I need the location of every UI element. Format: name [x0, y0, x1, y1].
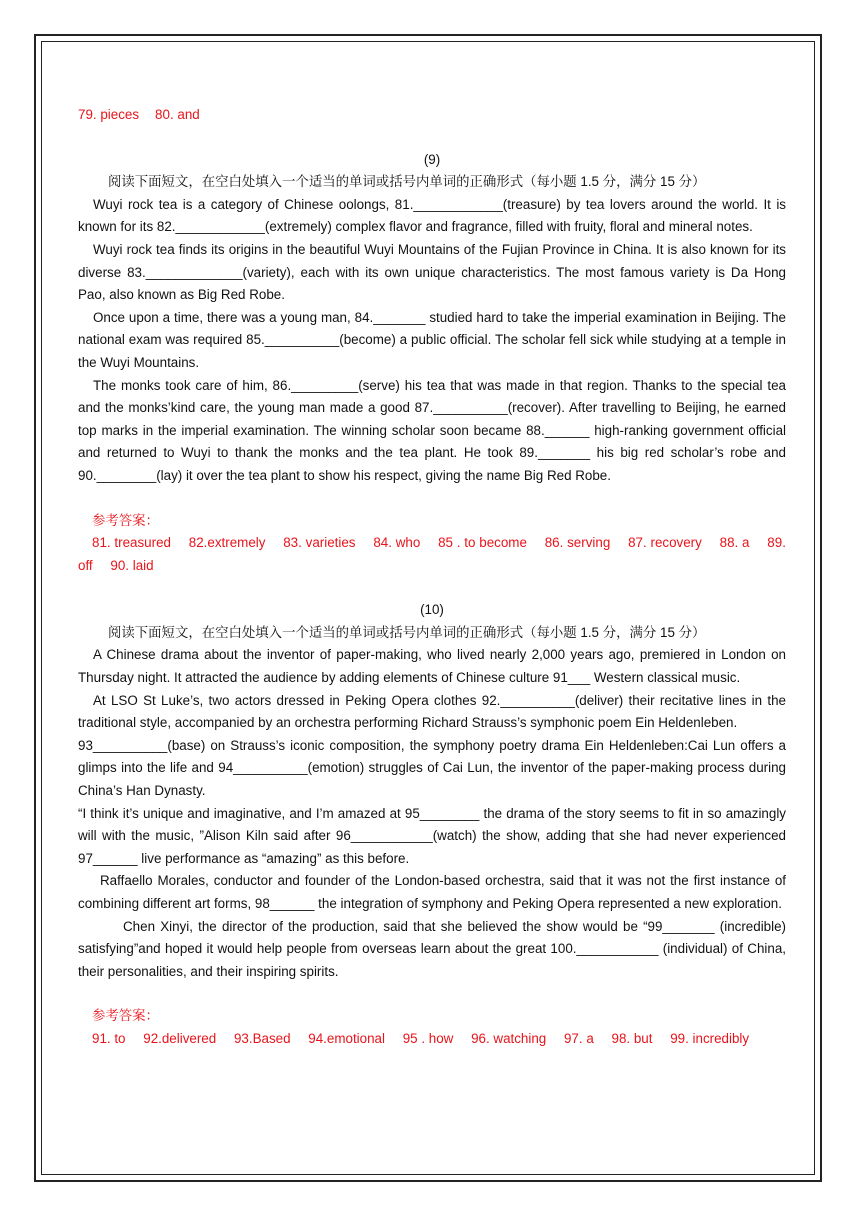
answer-item: 99. incredibly [670, 1030, 750, 1046]
answer-item: 88. a [719, 535, 750, 551]
answer-item: 95 . how [402, 1030, 454, 1046]
top-answers [78, 104, 786, 127]
section-10-paragraph: At LSO St Luke’s, two actors dressed in Peking Opera clothes 92.__________(deliver) their recitative lines in the traditional style, accompanied by an orchestra performing Richard Strauss’s symphonic poem Ein Heldenleben. [78, 692, 786, 731]
section-10-paragraph: Raffaello Morales, conductor and founder of the London-based orchestra, said that it was not the first instance of combining different art forms, 98______ the integration of symphony and Peking Opera represented a new exploration. [78, 873, 786, 911]
answer-item: 92.delivered [143, 1030, 217, 1046]
section-10-paragraph: “I think it’s unique and imaginative, and I’m amazed at 95________ the drama of the story seems to fit in so amazingly will with the music, ”Alison Kiln said after 96___________(watch) the show, adding that she had never experienced 97______ live performance as “amazing” as this before. [78, 805, 786, 866]
answer-item: 83. varieties [283, 535, 356, 551]
answer-item: 85 . to become [438, 535, 527, 551]
section-10-paragraph: Chen Xinyi, the director of the production, said that she believed the show would be “99_______ (incredible) satisfying”and hoped it would help people from overseas learn about the great 100.___________ (individual) of China, their personalities, and their inspiring spirits. [78, 918, 786, 979]
answer-item: 94.emotional [308, 1030, 385, 1046]
section-10-answers [78, 1005, 786, 1050]
answer-item: 90. laid [110, 557, 154, 573]
section-10-answer-heading: 参考答案： [92, 1008, 159, 1024]
section-9-paragraph: The monks took care of him, 86._________(serve) his tea that was made in that region. Thanks to the special tea and the monks’kind care, the young man made a good 87.__________(recover). After travelling to Beijing, he earned top marks in the imperial examination. The winning scholar soon became 88.______ high-ranking government official and returned to Wuyi to thank the monks and the tea plant. He took 89._______ his big red scholar’s robe and 90.________(lay) it over the tea plant to show his respect, giving the name Big Red Robe. [78, 377, 786, 483]
section-9-paragraph: Wuyi rock tea finds its origins in the beautiful Wuyi Mountains of the Fujian Province in China. It is also known for its diverse 83._____________(variety), each with its own unique characteristics. The most famous variety is Da Hong Pao, also known as Big Red Robe. [78, 241, 786, 303]
answer-item: 86. serving [544, 535, 611, 551]
answer-item: 97. a [563, 1030, 594, 1046]
section-9-number: (9) [423, 151, 441, 167]
answer-item: 93.Based [233, 1030, 291, 1046]
section-10-paragraph: A Chinese drama about the inventor of paper-making, who lived nearly 2,000 years ago, premiered in London on Thursday night. It attracted the audience by adding elements of Chinese culture 91___ Western classical music. [78, 647, 786, 686]
section-9-answer-list [78, 532, 786, 577]
section-9-instruction: 阅读下面短文，在空白处填入一个适当的单词或括号内单词的正确形式（每小题 1.5 分，满分 15 分） [108, 174, 706, 190]
answer-item: 96. watching [471, 1030, 547, 1046]
answer-item: 98. but [611, 1030, 653, 1046]
section-9-answer-heading: 参考答案： [92, 512, 159, 528]
section-9-answers [78, 510, 786, 578]
answer-item: 82.extremely [188, 535, 266, 551]
answer-80: 80. and [155, 107, 200, 122]
section-10-instruction: 阅读下面短文，在空白处填入一个适当的单词或括号内单词的正确形式（每小题 1.5 分，满分 15 分） [108, 624, 706, 640]
section-10-number: (10) [420, 602, 444, 618]
answer-item: 91. to [92, 1030, 126, 1046]
answer-item: 89. off [78, 535, 786, 573]
answer-item: 81. treasured [92, 535, 171, 551]
section-9-paragraph: Wuyi rock tea is a category of Chinese oolongs, 81.____________(treasure) by tea lovers around the world. It is known for its 82.____________(extremely) complex flavor and fragrance, filled with fruity, floral and mineral notes. [78, 196, 786, 235]
section-9-paragraph: Once upon a time, there was a young man, 84._______ studied hard to take the imperial examination in Beijing. The national exam was required 85.__________(become) a public official. The scholar fell sick while studying at a temple in the Wuyi Mountains. [78, 309, 786, 370]
answer-item: 84. who [373, 535, 421, 551]
answer-79: 79. pieces [78, 107, 140, 122]
section-10-answer-list [78, 1028, 786, 1051]
answer-item: 87. recovery [628, 535, 702, 551]
document-body [78, 104, 786, 1051]
section-10-paragraph: 93__________(base) on Strauss’s iconic composition, the symphony poetry drama Ein Heldenleben:Cai Lun offers a glimps into the life and 94__________(emotion) struggles of Cai Lun, the inventor of the paper-making process during China’s Han Dynasty. [78, 737, 786, 799]
